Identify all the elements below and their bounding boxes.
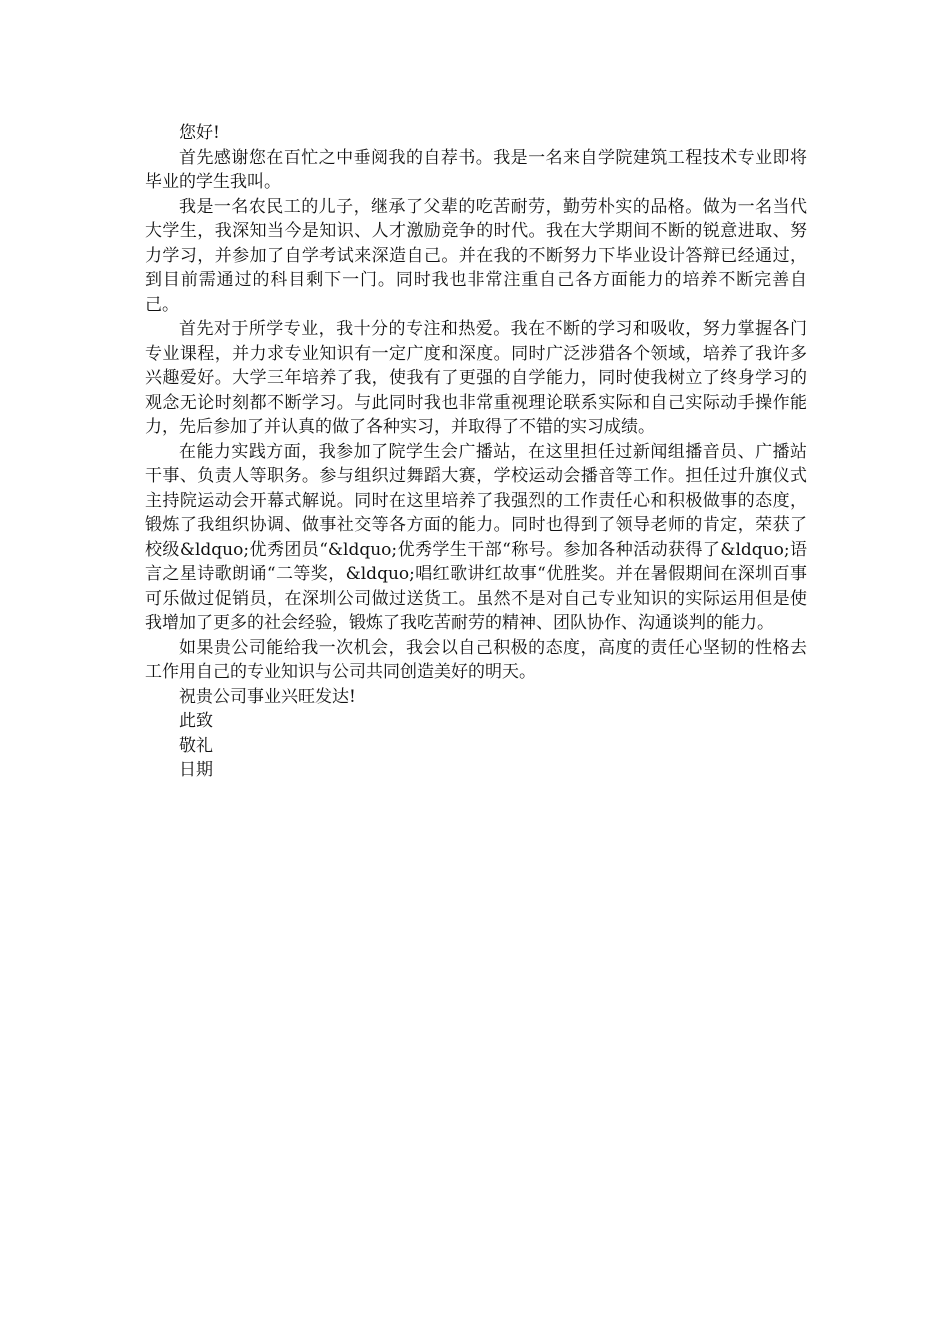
closing-salutation: 此致 bbox=[179, 711, 213, 731]
greeting: 您好! bbox=[179, 123, 220, 143]
paragraph-intro: 首先感谢您在百忙之中垂阅我的自荐书。我是一名来自学院建筑工程技术专业即将毕业的学生我叫。 bbox=[145, 147, 807, 192]
paragraph-request: 如果贵公司能给我一次机会，我会以自己积极的态度，高度的责任心坚韧的性格去工作用自己的专业知识与公司共同创造美好的明天。 bbox=[145, 637, 807, 682]
paragraph-background: 我是一名农民工的儿子，继承了父辈的吃苦耐劳，勤劳朴实的品格。做为一名当代大学生，我深知当今是知识、人才激励竞争的时代。我在大学期间不断的锐意进取、努力学习，并参加了自学考试来深造自己。并在我的不断努力下毕业设计答辩已经通过，到目前需通过的科目剩下一门。同时我也非常注重自己各方面能力的培养不断完善自己。 bbox=[145, 196, 807, 315]
closing-regards: 敬礼 bbox=[179, 735, 213, 756]
date-line: 日期 bbox=[179, 760, 213, 780]
paragraph-major: 首先对于所学专业，我十分的专注和热爱。我在不断的学习和吸收，努力掌握各门专业课程，并力求专业知识有一定广度和深度。同时广泛涉猎各个领域，培养了我许多兴趣爱好。大学三年培养了我，使我有了更强的自学能力，同时使我树立了终身学习的观念无论时刻都不断学习。与此同时我也非常重视理论联系实际和自己实际动手操作能力，先后参加了并认真的做了各种实习，并取得了不错的实习成绩。 bbox=[145, 319, 807, 437]
paragraph-practice: 在能力实践方面，我参加了院学生会广播站，在这里担任过新闻组播音员、广播站干事、负责人等职务。参与组织过舞蹈大赛，学校运动会播音等工作。担任过升旗仪式主持院运动会开幕式解说。同时在这里培养了我强烈的工作责任心和积极做事的态度，锻炼了我组织协调、做事社交等各方面的能力。同时也得到了领导老师的肯定，荣获了校级&ldquo;优秀团员“&ldquo;优秀学生干部“称号。参加各种活动获得了&ldquo;语言之星诗歌朗诵“二等奖，&ldquo;唱红歌讲红故事“优胜奖。并在暑假期间在深圳百事可乐做过促销员，在深圳公司做过送货工。虽然不是对自己专业知识的实际运用但是使我增加了更多的社会经验，锻炼了我吃苦耐劳的精神、团队协作、沟通谈判的能力。 bbox=[145, 441, 807, 633]
closing-wish: 祝贵公司事业兴旺发达! bbox=[179, 686, 356, 707]
